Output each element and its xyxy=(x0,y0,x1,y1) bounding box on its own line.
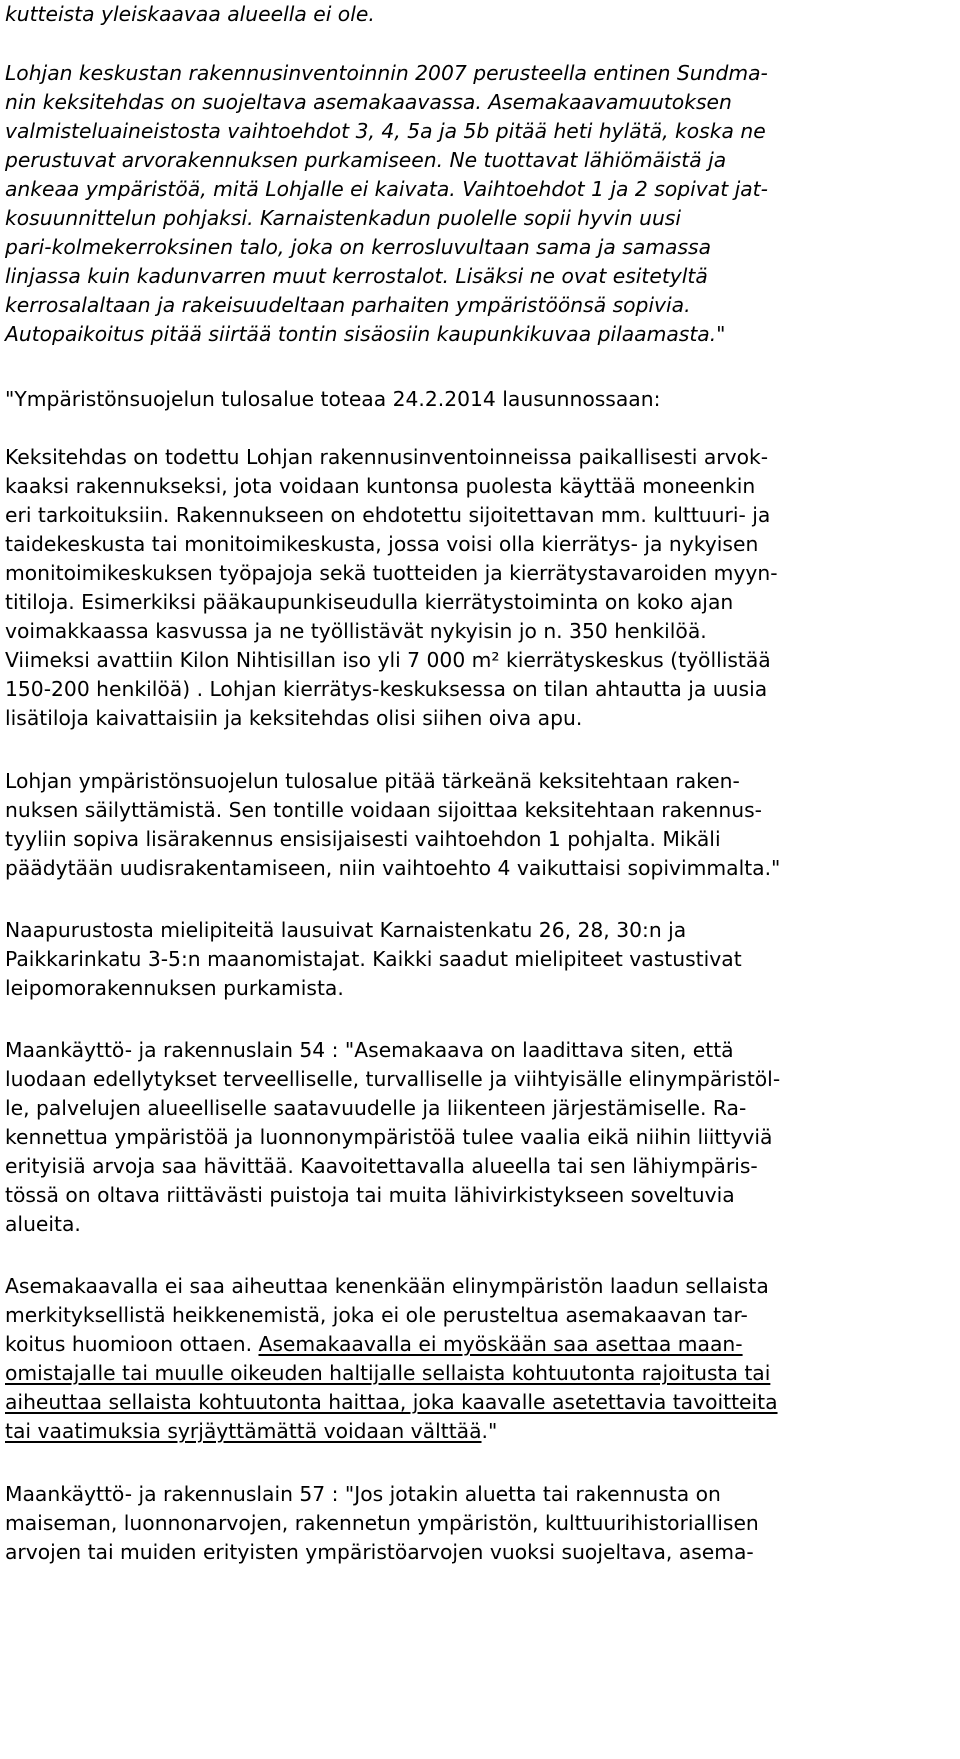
text-line: nuksen säilyttämistä. Sen tontille voidaan sijoittaa keksitehtaan rakennus- xyxy=(5,798,762,822)
underlined-text: omistajalle tai muulle oikeuden haltijalle sellaista kohtuutonta rajoitusta tai xyxy=(5,1361,771,1385)
text-line xyxy=(5,1388,778,1416)
text-line: valmisteluaineistosta vaihtoehdot 3, 4, 5a ja 5b pitää heti hylätä, koska ne xyxy=(5,119,766,143)
text-line: kaaksi rakennukseksi, jota voidaan kuntonsa puolesta käyttää moneenkin xyxy=(5,474,756,498)
text-line: kennettua ympäristöä ja luonnonympäristöä tulee vaalia eikä niihin liittyviä xyxy=(5,1125,773,1149)
text-line: nin keksitehdas on suojeltava asemakaavassa. Asemakaavamuutoksen xyxy=(5,90,732,114)
text-line: 150-200 henkilöä) . Lohjan kierrätys-keskuksessa on tilan ahtautta ja uusia xyxy=(5,677,768,701)
text-line: pari-kolmekerroksinen talo, joka on kerrosluvultaan sama ja samassa xyxy=(5,235,712,259)
text-line: Lohjan keskustan rakennusinventoinnin 2007 perusteella entinen Sundma- xyxy=(5,61,768,85)
text-line: eri tarkoituksiin. Rakennukseen on ehdotettu sijoitettavan mm. kulttuuri- ja xyxy=(5,503,771,527)
text-line: lisätiloja kaivattaisiin ja keksitehdas olisi siihen oiva apu. xyxy=(5,706,583,730)
text-line: alueita. xyxy=(5,1212,81,1236)
text-line: tössä on oltava riittävästi puistoja tai muita lähivirkistykseen soveltuvia xyxy=(5,1183,735,1207)
text-line: voimakkaassa kasvussa ja ne työllistävät nykyisin jo n. 350 henkilöä. xyxy=(5,619,707,643)
text-line: päädytään uudisrakentamiseen, niin vaihtoehto 4 vaikuttaisi sopivimmalta." xyxy=(5,856,781,880)
text-line: perustuvat arvorakennuksen purkamiseen. Ne tuottavat lähiömäistä ja xyxy=(5,148,727,172)
text-line: Maankäyttö- ja rakennuslain 54 : "Asemakaava on laadittava siten, että xyxy=(5,1038,734,1062)
text-line: kosuunnittelun pohjaksi. Karnaistenkadun puolelle sopii hyvin uusi xyxy=(5,206,682,230)
text-line: Autopaikoitus pitää siirtää tontin sisäosiin kaupunkikuvaa pilaamasta." xyxy=(5,322,726,346)
text-line: titiloja. Esimerkiksi pääkaupunkiseudulla kierrätystoiminta on koko ajan xyxy=(5,590,734,614)
text-line: taidekeskusta tai monitoimikeskusta, jossa voisi olla kierrätys- ja nykyisen xyxy=(5,532,759,556)
text-line: leipomorakennuksen purkamista. xyxy=(5,976,344,1000)
text-line: le, palvelujen alueelliselle saatavuudelle ja liikenteen järjestämiselle. Ra- xyxy=(5,1096,747,1120)
text-span: ." xyxy=(481,1419,498,1443)
text-line: kerrosalaltaan ja rakeisuudeltaan parhaiten ympäristöönsä sopivia. xyxy=(5,293,691,317)
text-line xyxy=(5,1330,743,1358)
text-line: monitoimikeskuksen työpajoja sekä tuotteiden ja kierrätystavaroiden myyn- xyxy=(5,561,778,585)
text-span: koitus huomioon ottaen. xyxy=(5,1332,253,1356)
underlined-text: Asemakaavalla ei myöskään saa asettaa maan- xyxy=(258,1332,743,1356)
text-line: linjassa kuin kadunvarren muut kerrostalot. Lisäksi ne ovat esitetyltä xyxy=(5,264,708,288)
text-line: Keksitehdas on todettu Lohjan rakennusinventoinneissa paikallisesti arvok- xyxy=(5,445,769,469)
underlined-text: tai vaatimuksia syrjäyttämättä voidaan välttää xyxy=(5,1419,482,1443)
text-line: Maankäyttö- ja rakennuslain 57 : "Jos jotakin aluetta tai rakennusta on xyxy=(5,1482,721,1506)
text-line: ankeaa ympäristöä, mitä Lohjalle ei kaivata. Vaihtoehdot 1 ja 2 sopivat jat- xyxy=(5,177,768,201)
text-line: Lohjan ympäristönsuojelun tulosalue pitää tärkeänä keksitehtaan raken- xyxy=(5,769,740,793)
text-line: "Ympäristönsuojelun tulosalue toteaa 24.2.2014 lausunnossaan: xyxy=(5,387,661,411)
text-line xyxy=(5,1359,770,1387)
text-line: luodaan edellytykset terveelliselle, turvalliselle ja viihtyisälle elinympäristöl- xyxy=(5,1067,781,1091)
text-line: Viimeksi avattiin Kilon Nihtisillan iso yli 7 000 m² kierrätyskeskus (työllistää xyxy=(5,648,771,672)
text-line: arvojen tai muiden erityisten ympäristöarvojen vuoksi suojeltava, asema- xyxy=(5,1540,754,1564)
text-line: tyyliin sopiva lisärakennus ensisijaisesti vaihtoehdon 1 pohjalta. Mikäli xyxy=(5,827,721,851)
underlined-text: aiheuttaa sellaista kohtuutonta haittaa, joka kaavalle asetettavia tavoitteita xyxy=(5,1390,778,1414)
text-line: merkityksellistä heikkenemistä, joka ei ole perusteltua asemakaavan tar- xyxy=(5,1303,748,1327)
text-line: maiseman, luonnonarvojen, rakennetun ympäristön, kulttuurihistoriallisen xyxy=(5,1511,759,1535)
text-line: Asemakaavalla ei saa aiheuttaa kenenkään elinympäristön laadun sellaista xyxy=(5,1274,769,1298)
text-line: Paikkarinkatu 3-5:n maanomistajat. Kaikki saadut mielipiteet vastustivat xyxy=(5,947,742,971)
text-line: erityisiä arvoja saa hävittää. Kaavoitettavalla alueella tai sen lähiympäris- xyxy=(5,1154,758,1178)
text-line xyxy=(5,1417,497,1445)
text-line: Naapurustosta mielipiteitä lausuivat Karnaistenkatu 26, 28, 30:n ja xyxy=(5,918,687,942)
text-line: kutteista yleiskaavaa alueella ei ole. xyxy=(5,2,375,26)
